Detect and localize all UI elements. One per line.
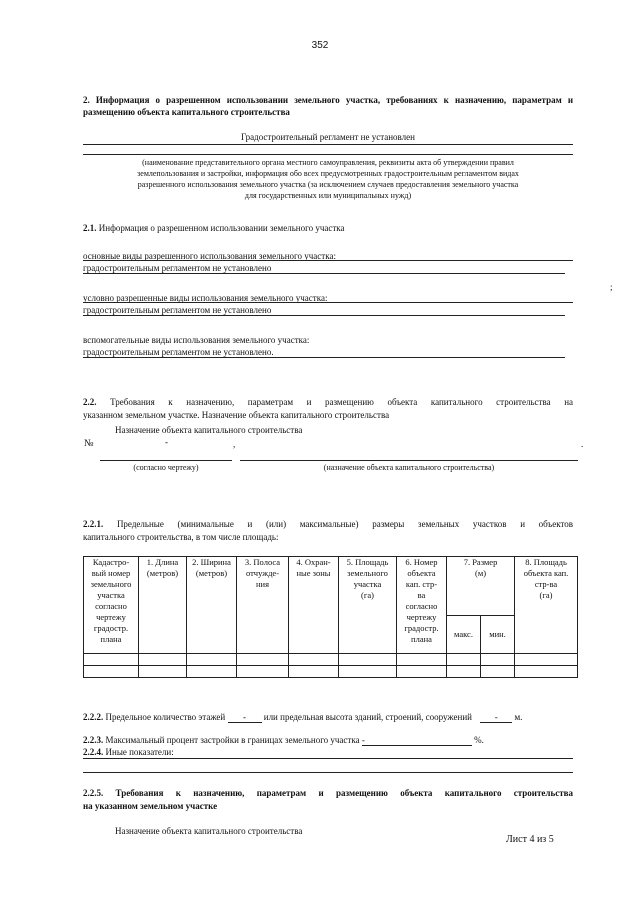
page-number: 352 (311, 40, 329, 51)
col-width-header: 2. Ширина (метров) (187, 557, 237, 654)
section-2-2-line-2: указанном земельном участке. Назначение объекта капитального строительства (83, 410, 390, 420)
col-size-header: 7. Размер (м) (447, 557, 515, 616)
use-conditional-label: условно разрешенные виды использования земельного участка: (83, 293, 328, 303)
object-number-dash: - (165, 437, 168, 447)
sheet-label: Лист 4 из 5 (506, 834, 554, 845)
section-2-2-2-number: 2.2.2. (83, 712, 104, 722)
regulation-caption-line-2: землепользования и застройки, информация обо всех предусмотренных градостроительным регламентом видах (137, 169, 519, 178)
use-main-label: основные виды разрешенного использования земельного участка: (83, 251, 336, 261)
section-2-2-5-purpose-label: Назначение объекта капитального строительства (115, 826, 303, 836)
object-dot: . (581, 439, 584, 449)
use-auxiliary-underline (83, 357, 565, 358)
section-2-2-2-mid: или предельная высота зданий, строений, сооружений (263, 712, 472, 722)
section-2-2-4-number: 2.2.4. (83, 747, 104, 757)
col-size-min-header: мин. (481, 616, 515, 654)
other-indicators-underline (83, 758, 573, 759)
section-2-2-4 (83, 746, 573, 758)
section-2-2-5-line-2: на указанном земельном участке (83, 801, 218, 811)
object-comma: , (233, 439, 236, 449)
table-row (84, 666, 578, 678)
object-number-underline (100, 460, 232, 461)
regulation-caption (83, 157, 573, 201)
table-header-row (84, 557, 578, 616)
other-indicators-underline-2 (83, 772, 573, 773)
use-main-value: градостроительным регламентом не установлено (83, 263, 272, 273)
use-auxiliary-label: вспомогательные виды использования земельного участка: (83, 335, 310, 345)
use-conditional-underline-2 (83, 315, 565, 316)
height-value: - (480, 712, 512, 723)
parameters-table (83, 556, 578, 678)
coverage-unit: %. (474, 735, 484, 745)
section-2-2-1-text-1: Предельные (минимальные и (или) максимальные) размеры земельных участков и объектов (116, 519, 574, 529)
object-number-caption: (согласно чертежу) (133, 463, 199, 472)
col-object-area-header: 8. Площадь объекта кап. стр-ва (га) (515, 557, 578, 654)
object-number-sign: № (84, 438, 94, 449)
use-main-underline (83, 260, 573, 261)
section-2-title (83, 94, 573, 118)
section-2-2-purpose-label: Назначение объекта капитального строительства (115, 425, 303, 435)
section-2-2-number: 2.2. (83, 397, 97, 407)
section-2-1-number: 2.1. (83, 223, 97, 233)
col-object-number-header: 6. Номер объекта кап. стр- ва согласно чертежу градостр. плана (397, 557, 447, 654)
section-2-1-heading (83, 222, 573, 234)
section-2-2-text-1: Требования к назначению, параметрам и размещению объекта капитального строительства на (110, 397, 573, 407)
object-purpose-underline (240, 460, 578, 461)
col-area-header: 5. Площадь земельного участка (га) (339, 557, 397, 654)
col-alienation-header: 3. Полоса отчужде- ния (237, 557, 289, 654)
section-2-title-text: 2. Информация о разрешенном использовании земельного участка, требованиях к назначению, параметрам и размещению объекта капитального строительства (83, 95, 573, 117)
object-purpose-caption: (назначение объекта капитального строительства) (323, 463, 495, 472)
section-2-2-4-text: Иные показатели: (105, 747, 174, 757)
use-conditional-value: градостроительным регламентом не установлено (83, 305, 272, 315)
col-length-header: 1. Длина (метров) (139, 557, 187, 654)
section-2-2-3 (83, 734, 573, 746)
section-2-2-1-line-2: капитального строительства, в том числе площадь: (83, 532, 279, 542)
col-cadastral-header: Кадастро- вый номер земельного участка согласно чертежу градостр. плана (84, 557, 139, 654)
height-unit: м. (514, 712, 523, 722)
col-protection-header: 4. Охран- ные зоны (289, 557, 339, 654)
section-2-2-5-line-1: 2.2.5. Требования к назначению, параметрам и размещению объекта капитального строительства (83, 788, 573, 798)
section-2-2-3-text: Максимальный процент застройки в границах земельного участка (105, 735, 360, 745)
margin-mark: ; (610, 282, 613, 292)
regulation-caption-line-4: для государственных или муниципальных нужд) (244, 191, 412, 200)
section-2-1-text: Информация о разрешенном использовании земельного участка (98, 223, 345, 233)
floors-value: - (228, 712, 262, 723)
coverage-value: - (362, 735, 472, 746)
regulation-underline-2 (83, 154, 573, 155)
table-row (84, 654, 578, 666)
section-2-2-2 (83, 711, 583, 723)
section-2-2-1-number: 2.2.1. (83, 519, 104, 529)
section-2-2-1-line-1 (83, 518, 573, 530)
regulation-value: Градостроительный регламент не установлен (241, 132, 415, 142)
regulation-caption-line-3: разрешенного использования земельного участка (за исключением случаев предоставления земельного участка (137, 180, 519, 189)
use-main-underline-2 (83, 273, 565, 274)
col-size-max-header: макс. (447, 616, 481, 654)
regulation-underline (83, 144, 573, 145)
use-conditional-underline (83, 302, 573, 303)
section-2-2-3-number: 2.2.3. (83, 735, 104, 745)
use-auxiliary-value: градостроительным регламентом не установлено. (83, 347, 274, 357)
section-2-2-line-1 (83, 396, 573, 408)
section-2-2-2-text: Предельное количество этажей (105, 712, 226, 722)
regulation-caption-line-1: (наименование представительного органа местного самоуправления, реквизиты акта об утверждении правил (142, 158, 514, 167)
